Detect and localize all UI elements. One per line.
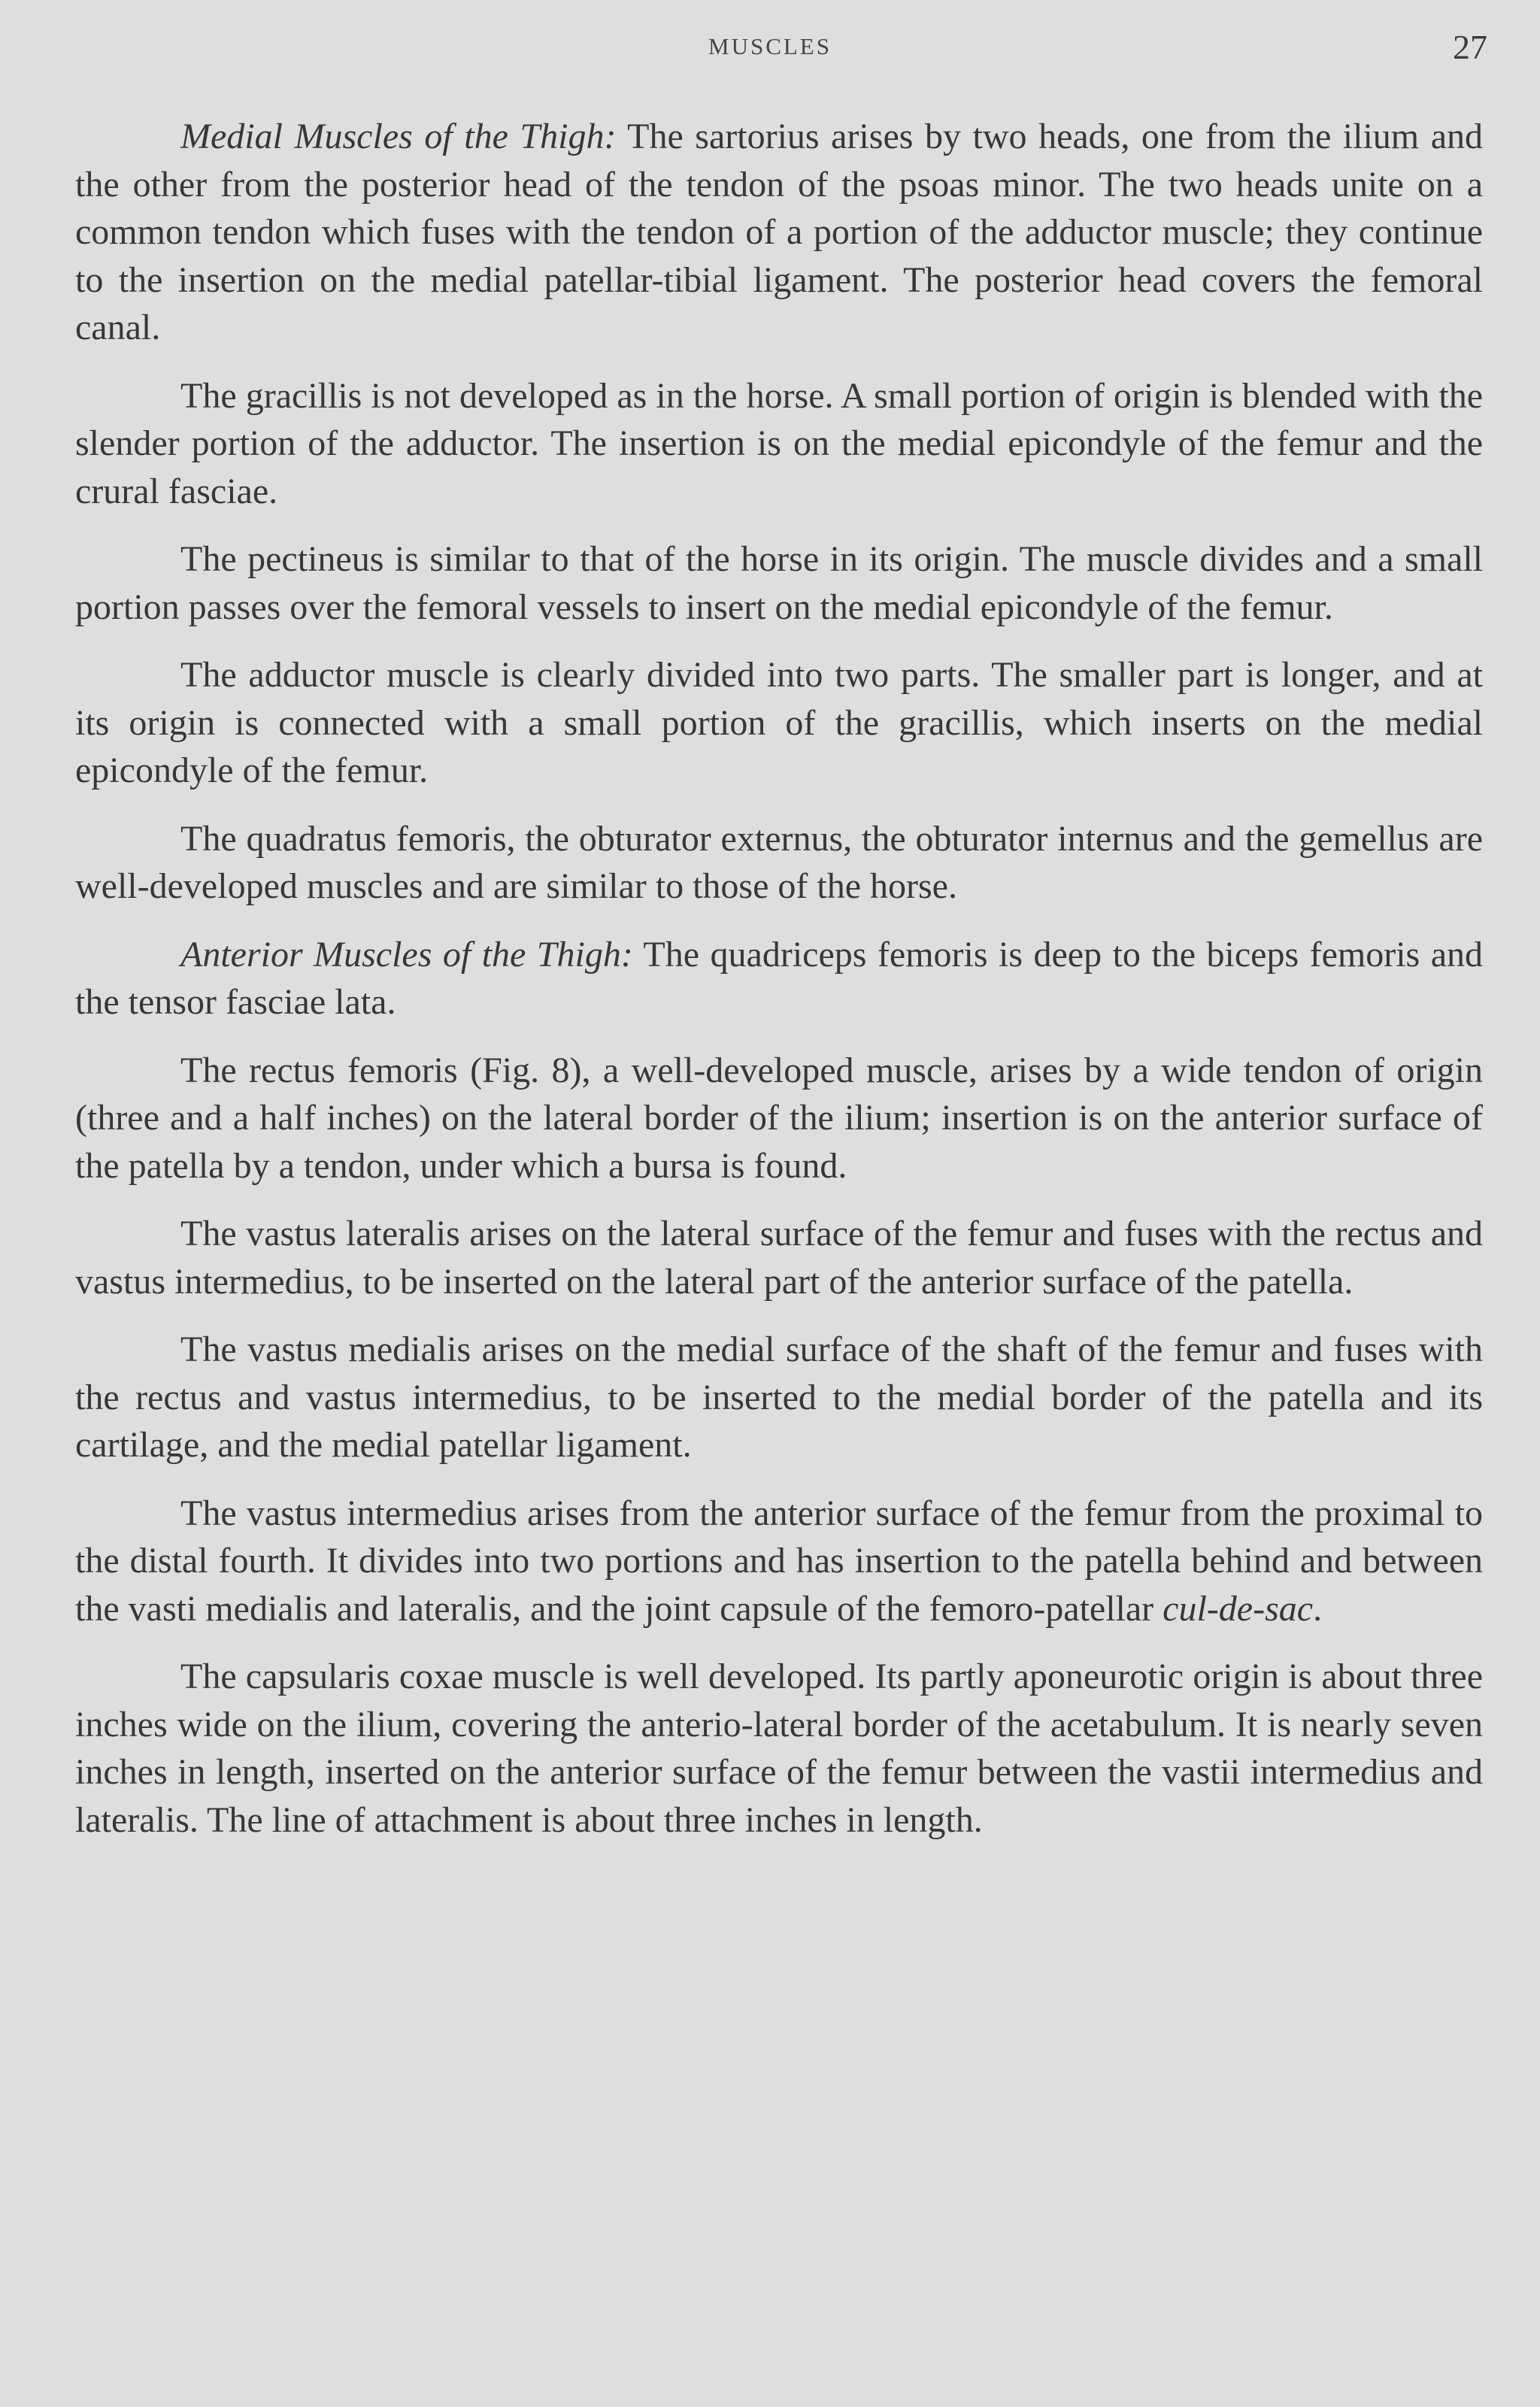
paragraph-pectineus: The pectineus is similar to that of the horse in its origin. The muscle divides and a small portion passes over the femoral vessels to insert on the medial epicondyle of the femur. bbox=[75, 539, 1483, 627]
body-text bbox=[75, 113, 1483, 1844]
paragraph-vastus-intermedius bbox=[75, 1490, 1483, 1633]
paragraph-vastus-medialis: The vastus medialis arises on the medial surface of the shaft of the femur and fuses with the rectus and vastus intermedius, to be inserted to the medial border of the patella and its cartilage, and the medial patellar ligament. bbox=[75, 1329, 1483, 1465]
page-number: 27 bbox=[1453, 28, 1487, 66]
paragraph-capsularis-coxae: The capsularis coxae muscle is well developed. Its partly aponeurotic origin is about three inches wide on the ilium, covering the anterio-lateral border of the acetabulum. It is nearly seven inches in length, inserted on the anterior surface of the femur between the vastii intermedius and lateralis. The line of attachment is about three inches in length. bbox=[75, 1657, 1483, 1840]
paragraph-text: The quadriceps femoris is deep to the biceps femoris and the tensor fasciae lata. bbox=[75, 934, 1484, 1022]
paragraph-end: . bbox=[1313, 1588, 1323, 1629]
section-heading-anterior-muscles: Anterior Muscles of the Thigh: bbox=[180, 934, 633, 975]
section-heading-medial-muscles: Medial Muscles of the Thigh: bbox=[180, 117, 617, 156]
paragraph-adductor: The adductor muscle is clearly divided into two parts. The smaller part is longer, and at its origin is connected with a small portion of the gracillis, which inserts on the medial epicondyle of the femur. bbox=[75, 655, 1483, 790]
paragraph-medial-muscles bbox=[75, 113, 1483, 352]
paragraph-text: The vastus intermedius arises from the anterior surface of the femur from the proximal to the distal fourth. It divides into two portions and has insertion to the patella behind and between the vasti medialis and lateralis, and the joint capsule of the femoro-patellar bbox=[75, 1493, 1483, 1629]
paragraph-anterior-muscles bbox=[75, 931, 1483, 1026]
paragraph-rectus-femoris: The rectus femoris (Fig. 8), a well-developed muscle, arises by a wide tendon of origin (three and a half inches) on the lateral border of the ilium; insertion is on the anterior surface of the patella by a tendon, under which a bursa is found. bbox=[75, 1050, 1483, 1186]
paragraph-quadratus-femoris: The quadratus femoris, the obturator externus, the obturator internus and the gemellus are well-developed muscles and are similar to those of the horse. bbox=[75, 818, 1483, 906]
running-head: MUSCLES bbox=[708, 33, 832, 59]
italic-term: cul-de-sac bbox=[1163, 1588, 1314, 1629]
paragraph-vastus-lateralis: The vastus lateralis arises on the lateral surface of the femur and fuses with the rectus and vastus intermedius, to be inserted on the lateral part of the anterior surface of the patella. bbox=[75, 1214, 1483, 1302]
paragraph-text: The sartorius arises by two heads, one from the ilium and the other from the posterior head of the tendon of the psoas minor. The two heads unite on a common tendon which fuses with the tendon of a portion of the adductor muscle; they continue to the insertion on the medial patellar-tibial ligament. The posterior head covers the femoral canal. bbox=[75, 117, 1483, 347]
paragraph-gracillis: The gracillis is not developed as in the horse. A small portion of origin is blended with the slender portion of the adductor. The insertion is on the medial epicondyle of the femur and the crural fasciae. bbox=[75, 375, 1483, 511]
